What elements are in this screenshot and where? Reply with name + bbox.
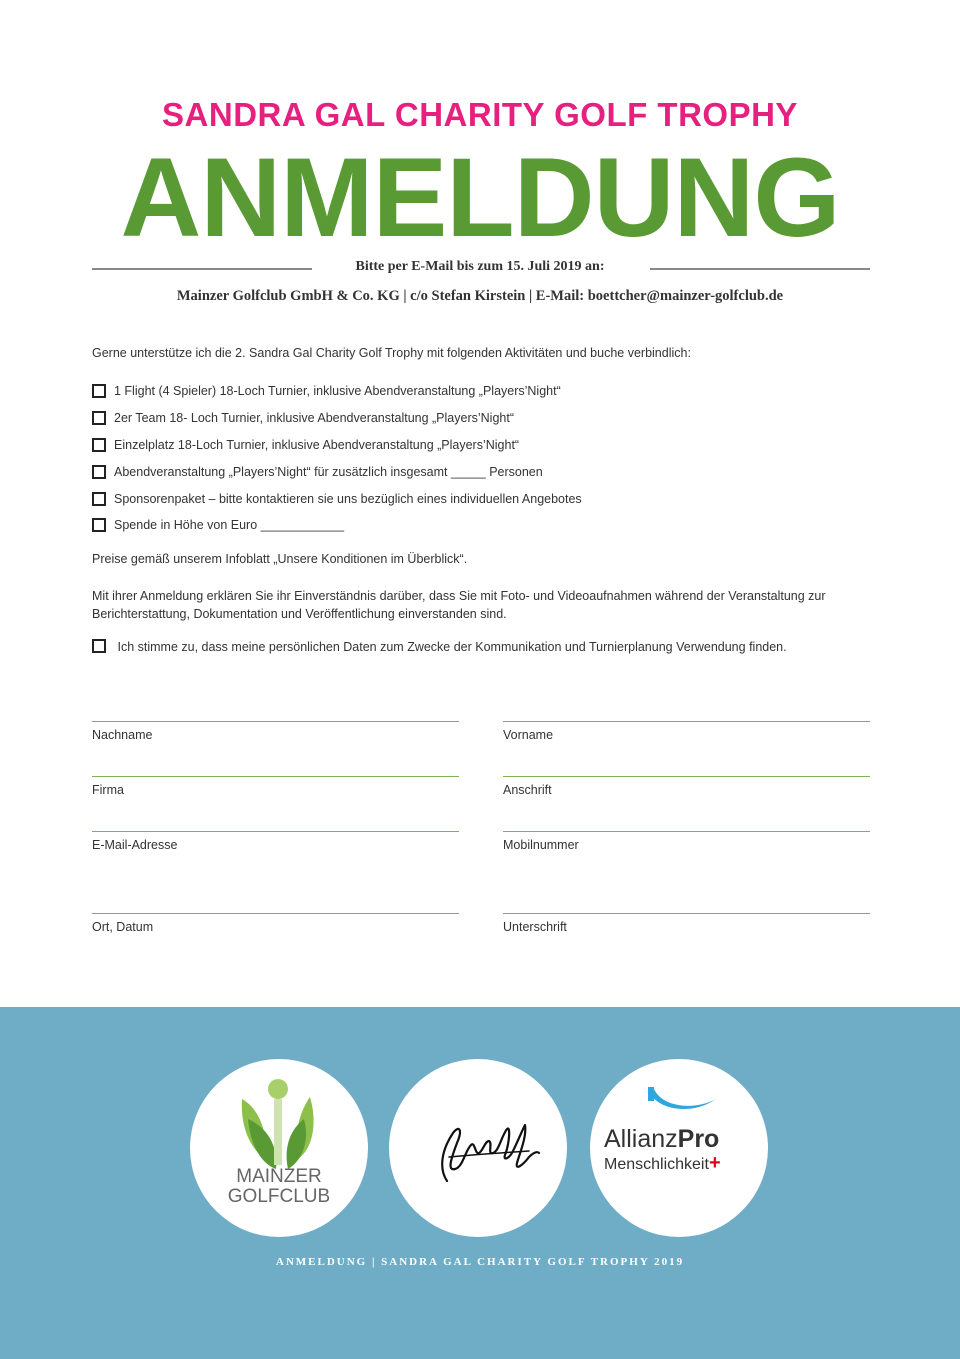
address-field[interactable] (503, 776, 870, 797)
address-label: Anschrift (503, 783, 552, 797)
option-team[interactable] (92, 405, 872, 432)
place-date-label: Ort, Datum (92, 920, 154, 934)
option-sponsor[interactable] (92, 485, 872, 512)
option-donation[interactable] (92, 512, 872, 539)
checkbox[interactable] (92, 384, 106, 398)
golfclub-logo (190, 1059, 368, 1237)
mobile-field[interactable] (503, 831, 870, 852)
intro-text: Gerne unterstütze ich die 2. Sandra Gal Charity Golf Trophy mit folgenden Aktivitäten und buche verbindlich: (92, 346, 691, 360)
handwritten-signature-icon (389, 1059, 567, 1237)
privacy-consent[interactable] (92, 638, 852, 657)
media-consent-text: Mit ihrer Anmeldung erklären Sie ihr Einverständnis darüber, dass Sie mit Foto- und Videoaufnahmen während der Veranstaltung zur Berichterstattung, Dokumentation und Veröffentlichung einverstanden sind. (92, 589, 826, 621)
email-label: E-Mail-Adresse (92, 838, 178, 852)
option-flight[interactable] (92, 378, 872, 405)
red-cross-icon: + (708, 1152, 721, 1174)
golfclub-emblem-icon (190, 1059, 368, 1237)
allianz-text: Allianz (604, 1125, 678, 1153)
golfclub-logo-line1: MAINZER (236, 1166, 322, 1187)
email-field[interactable] (92, 831, 459, 852)
option-label: 1 Flight (4 Spieler) 18-Loch Turnier, inklusive Abendveranstaltung „Players’Night“ (114, 384, 561, 399)
lastname-label: Nachname (92, 728, 153, 742)
signature-logo (389, 1059, 567, 1237)
allianzpro-logo (590, 1059, 768, 1237)
option-label: Spende in Höhe von Euro ____________ (114, 518, 345, 533)
checkbox[interactable] (92, 411, 106, 425)
option-evening[interactable] (92, 458, 872, 485)
signature-field[interactable] (503, 913, 870, 934)
option-label: Abendveranstaltung „Players’Night“ für zusätzlich insgesamt _____ Personen (114, 464, 543, 479)
option-label: Einzelplatz 18-Loch Turnier, inklusive Abendveranstaltung „Players’Night“ (114, 437, 520, 452)
firstname-label: Vorname (503, 728, 554, 742)
menschlichkeit-text: Menschlichkeit (604, 1156, 709, 1173)
option-label: Sponsorenpaket – bitte kontaktieren sie uns bezüglich eines individuellen Angebotes (114, 491, 582, 506)
firstname-field[interactable] (503, 721, 870, 742)
checkbox[interactable] (92, 438, 106, 452)
checkbox[interactable] (92, 465, 106, 479)
checkbox[interactable] (92, 492, 106, 506)
signature-label: Unterschrift (503, 920, 567, 934)
place-date-field[interactable] (92, 913, 459, 934)
prices-note: Preise gemäß unserem Infoblatt „Unsere Konditionen im Überblick“. (92, 552, 468, 566)
footer-caption: ANMELDUNG | SANDRA GAL CHARITY GOLF TROPHY 2019 (275, 1256, 685, 1268)
options-list (92, 378, 872, 539)
privacy-label: Ich stimme zu, dass meine persönlichen Daten zum Zwecke der Kommunikation und Turnierplanung Verwendung finden. (117, 640, 787, 654)
event-subtitle: SANDRA GAL CHARITY GOLF TROPHY (162, 96, 798, 133)
option-single[interactable] (92, 432, 872, 459)
page-title: ANMELDUNG (120, 135, 840, 260)
checkbox[interactable] (92, 518, 106, 532)
golfclub-logo-line2: GOLFCLUB (227, 1186, 331, 1207)
pro-text: Pro (677, 1125, 720, 1153)
contact-line: Mainzer Golfclub GmbH & Co. KG | c/o Stefan Kirstein | E-Mail: boettcher@mainzer-golfclub.de (176, 288, 784, 304)
checkbox[interactable] (92, 639, 106, 653)
company-field[interactable] (92, 776, 459, 797)
option-label: 2er Team 18- Loch Turnier, inklusive Abendveranstaltung „Players’Night“ (114, 411, 514, 426)
deadline-text: Bitte per E-Mail bis zum 15. Juli 2019 an: (355, 259, 605, 274)
mobile-label: Mobilnummer (503, 838, 579, 852)
lastname-field[interactable] (92, 721, 459, 742)
company-label: Firma (92, 783, 124, 797)
